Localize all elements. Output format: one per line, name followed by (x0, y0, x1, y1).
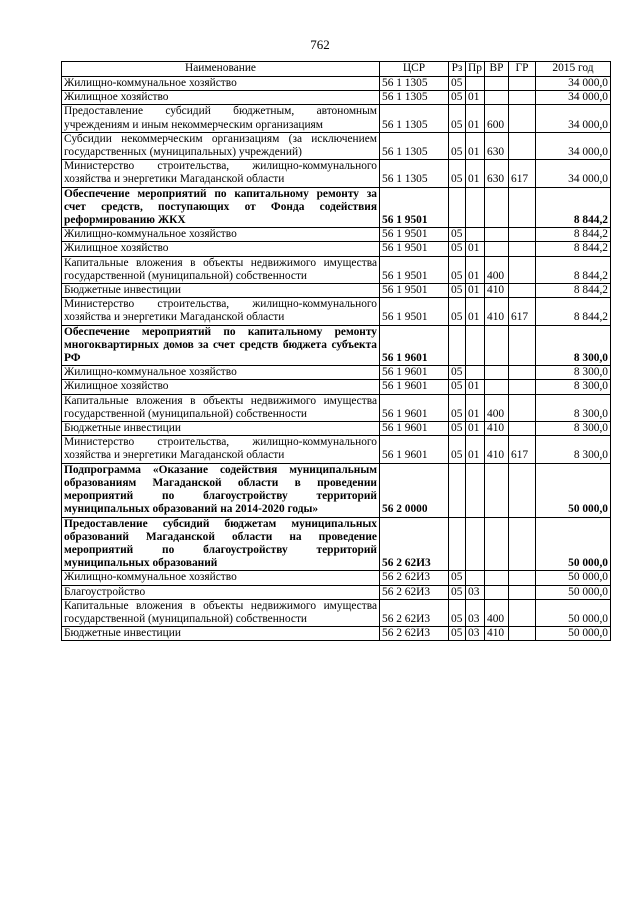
cell-rz: 05 (449, 627, 466, 641)
header-name: Наименование (62, 62, 380, 77)
cell-csr: 56 1 9601 (380, 366, 449, 380)
cell-vr (485, 228, 509, 242)
cell-pr (466, 187, 485, 228)
cell-csr: 56 1 1305 (380, 91, 449, 105)
cell-gr (509, 366, 536, 380)
cell-amount: 8 844,2 (536, 284, 611, 298)
header-pr: Пр (466, 62, 485, 77)
cell-pr: 01 (466, 242, 485, 256)
cell-amount: 34 000,0 (536, 105, 611, 132)
table-row (62, 105, 611, 132)
cell-name: Обеспечение мероприятий по капитальному ремонту многоквартирных домов за счет средств бюджета субъекта РФ (62, 325, 380, 366)
table-row (62, 256, 611, 283)
cell-amount: 8 844,2 (536, 242, 611, 256)
cell-name: Подпрограмма «Оказание содействия муниципальным образованиям Магаданской области в проведении мероприятий по благоустройству территорий муниципальных образований на 2014-2020 годы» (62, 463, 380, 517)
table-row (62, 599, 611, 626)
cell-csr: 56 2 62И3 (380, 585, 449, 599)
cell-rz: 05 (449, 242, 466, 256)
cell-gr (509, 325, 536, 366)
cell-rz: 05 (449, 380, 466, 394)
cell-name: Предоставление субсидий бюджетам муниципальных образований Магаданской области на проведение мероприятий по благоустройству территорий муниципальных образований (62, 517, 380, 571)
header-vr: ВР (485, 62, 509, 77)
cell-rz (449, 463, 466, 517)
cell-name: Бюджетные инвестиции (62, 627, 380, 641)
cell-csr: 56 2 62И3 (380, 517, 449, 571)
cell-vr: 630 (485, 160, 509, 187)
cell-pr: 01 (466, 436, 485, 463)
cell-amount: 8 300,0 (536, 436, 611, 463)
cell-rz: 05 (449, 91, 466, 105)
cell-gr (509, 463, 536, 517)
table-row (62, 284, 611, 298)
cell-csr: 56 2 0000 (380, 463, 449, 517)
cell-csr: 56 1 1305 (380, 105, 449, 132)
cell-csr: 56 1 1305 (380, 160, 449, 187)
table-row (62, 187, 611, 228)
table-body (62, 77, 611, 641)
cell-name: Жилищно-коммунальное хозяйство (62, 366, 380, 380)
cell-gr (509, 228, 536, 242)
cell-rz: 05 (449, 228, 466, 242)
cell-gr (509, 422, 536, 436)
cell-vr: 600 (485, 105, 509, 132)
table-row (62, 132, 611, 159)
page-number: 762 (310, 37, 330, 52)
cell-name: Жилищное хозяйство (62, 91, 380, 105)
cell-pr (466, 571, 485, 585)
table-row (62, 91, 611, 105)
cell-vr (485, 517, 509, 571)
cell-amount: 34 000,0 (536, 160, 611, 187)
cell-csr: 56 1 9501 (380, 228, 449, 242)
cell-name: Обеспечение мероприятий по капитальному ремонту за счет средств, поступающих от Фонда содействия реформированию ЖКХ (62, 187, 380, 228)
cell-vr (485, 585, 509, 599)
cell-rz: 05 (449, 77, 466, 91)
table-row (62, 366, 611, 380)
cell-rz: 05 (449, 599, 466, 626)
table-row (62, 517, 611, 571)
cell-rz: 05 (449, 284, 466, 298)
cell-name: Жилищно-коммунальное хозяйство (62, 228, 380, 242)
cell-gr (509, 77, 536, 91)
table-row (62, 585, 611, 599)
cell-gr (509, 394, 536, 421)
table-row (62, 298, 611, 325)
cell-vr: 400 (485, 599, 509, 626)
cell-pr: 01 (466, 160, 485, 187)
cell-pr (466, 517, 485, 571)
cell-pr: 01 (466, 91, 485, 105)
cell-gr (509, 380, 536, 394)
cell-vr: 410 (485, 422, 509, 436)
cell-gr (509, 132, 536, 159)
cell-amount: 50 000,0 (536, 585, 611, 599)
cell-amount: 50 000,0 (536, 517, 611, 571)
cell-pr (466, 366, 485, 380)
cell-vr: 410 (485, 284, 509, 298)
cell-pr: 01 (466, 380, 485, 394)
cell-vr (485, 325, 509, 366)
cell-name: Субсидии некоммерческим организациям (за исключением государственных (муниципальных) учреждений) (62, 132, 380, 159)
cell-amount: 8 300,0 (536, 380, 611, 394)
cell-csr: 56 2 62И3 (380, 627, 449, 641)
cell-vr (485, 366, 509, 380)
cell-amount: 50 000,0 (536, 463, 611, 517)
cell-vr: 410 (485, 298, 509, 325)
cell-vr: 400 (485, 256, 509, 283)
cell-rz: 05 (449, 105, 466, 132)
table-row (62, 325, 611, 366)
cell-vr (485, 571, 509, 585)
cell-pr (466, 463, 485, 517)
table-row (62, 394, 611, 421)
cell-gr (509, 627, 536, 641)
cell-name: Министерство строительства, жилищно-коммунального хозяйства и энергетики Магаданской области (62, 298, 380, 325)
cell-csr: 56 1 9501 (380, 256, 449, 283)
table-row (62, 463, 611, 517)
table-row (62, 422, 611, 436)
cell-vr (485, 380, 509, 394)
cell-name: Бюджетные инвестиции (62, 422, 380, 436)
cell-rz: 05 (449, 298, 466, 325)
cell-rz: 05 (449, 585, 466, 599)
cell-amount: 8 844,2 (536, 298, 611, 325)
cell-gr: 617 (509, 436, 536, 463)
cell-pr: 01 (466, 132, 485, 159)
cell-csr: 56 2 62И3 (380, 571, 449, 585)
cell-vr: 400 (485, 394, 509, 421)
cell-gr (509, 242, 536, 256)
table-row (62, 627, 611, 641)
cell-amount: 34 000,0 (536, 132, 611, 159)
cell-name: Жилищное хозяйство (62, 242, 380, 256)
cell-gr (509, 571, 536, 585)
cell-name: Капитальные вложения в объекты недвижимого имущества государственной (муниципальной) собственности (62, 599, 380, 626)
cell-gr (509, 585, 536, 599)
cell-csr: 56 1 9501 (380, 242, 449, 256)
cell-gr (509, 599, 536, 626)
cell-amount: 8 844,2 (536, 228, 611, 242)
table-row (62, 77, 611, 91)
cell-name: Жилищно-коммунальное хозяйство (62, 571, 380, 585)
cell-rz: 05 (449, 160, 466, 187)
cell-csr: 56 1 9501 (380, 284, 449, 298)
cell-csr: 56 1 9601 (380, 394, 449, 421)
cell-pr (466, 325, 485, 366)
cell-pr: 01 (466, 298, 485, 325)
cell-name: Капитальные вложения в объекты недвижимого имущества государственной (муниципальной) собственности (62, 394, 380, 421)
cell-rz (449, 325, 466, 366)
cell-name: Жилищное хозяйство (62, 380, 380, 394)
cell-name: Жилищно-коммунальное хозяйство (62, 77, 380, 91)
cell-gr: 617 (509, 160, 536, 187)
cell-csr: 56 1 1305 (380, 132, 449, 159)
cell-rz: 05 (449, 571, 466, 585)
cell-gr (509, 91, 536, 105)
cell-pr: 01 (466, 422, 485, 436)
cell-name: Бюджетные инвестиции (62, 284, 380, 298)
cell-rz (449, 187, 466, 228)
cell-amount: 8 300,0 (536, 366, 611, 380)
cell-pr: 01 (466, 256, 485, 283)
cell-name: Предоставление субсидий бюджетным, автономным учреждениям и иным некоммерческим организациям (62, 105, 380, 132)
cell-amount: 50 000,0 (536, 599, 611, 626)
table-header-row (62, 62, 611, 77)
header-year: 2015 год (536, 62, 611, 77)
cell-rz: 05 (449, 436, 466, 463)
cell-gr (509, 517, 536, 571)
cell-csr: 56 1 9601 (380, 436, 449, 463)
table-row (62, 242, 611, 256)
cell-name: Министерство строительства, жилищно-коммунального хозяйства и энергетики Магаданской области (62, 436, 380, 463)
cell-pr (466, 228, 485, 242)
cell-pr: 03 (466, 627, 485, 641)
cell-amount: 34 000,0 (536, 77, 611, 91)
cell-pr: 01 (466, 394, 485, 421)
cell-amount: 8 300,0 (536, 325, 611, 366)
cell-amount: 8 844,2 (536, 256, 611, 283)
table-row (62, 228, 611, 242)
cell-gr (509, 256, 536, 283)
cell-amount: 34 000,0 (536, 91, 611, 105)
header-rz: Рз (449, 62, 466, 77)
cell-rz: 05 (449, 256, 466, 283)
cell-vr (485, 187, 509, 228)
cell-gr (509, 105, 536, 132)
cell-rz: 05 (449, 132, 466, 159)
table-row (62, 571, 611, 585)
header-csr: ЦСР (380, 62, 449, 77)
cell-amount: 8 844,2 (536, 187, 611, 228)
cell-csr: 56 1 9501 (380, 298, 449, 325)
cell-vr (485, 242, 509, 256)
cell-pr: 01 (466, 284, 485, 298)
table-row (62, 436, 611, 463)
cell-vr (485, 463, 509, 517)
table-row (62, 380, 611, 394)
table-row (62, 160, 611, 187)
cell-csr: 56 2 62И3 (380, 599, 449, 626)
cell-gr (509, 187, 536, 228)
cell-vr: 630 (485, 132, 509, 159)
cell-pr: 03 (466, 599, 485, 626)
cell-rz: 05 (449, 422, 466, 436)
cell-vr (485, 91, 509, 105)
cell-gr (509, 284, 536, 298)
cell-csr: 56 1 9501 (380, 187, 449, 228)
cell-rz (449, 517, 466, 571)
cell-name: Капитальные вложения в объекты недвижимого имущества государственной (муниципальной) собственности (62, 256, 380, 283)
cell-rz: 05 (449, 394, 466, 421)
header-gr: ГР (509, 62, 536, 77)
cell-amount: 50 000,0 (536, 571, 611, 585)
cell-amount: 8 300,0 (536, 422, 611, 436)
cell-name: Благоустройство (62, 585, 380, 599)
cell-csr: 56 1 9601 (380, 380, 449, 394)
cell-csr: 56 1 9601 (380, 325, 449, 366)
cell-vr (485, 77, 509, 91)
cell-amount: 50 000,0 (536, 627, 611, 641)
cell-pr: 01 (466, 105, 485, 132)
cell-vr: 410 (485, 627, 509, 641)
cell-csr: 56 1 9601 (380, 422, 449, 436)
cell-pr: 03 (466, 585, 485, 599)
cell-amount: 8 300,0 (536, 394, 611, 421)
cell-pr (466, 77, 485, 91)
cell-vr: 410 (485, 436, 509, 463)
cell-rz: 05 (449, 366, 466, 380)
cell-csr: 56 1 1305 (380, 77, 449, 91)
cell-gr: 617 (509, 298, 536, 325)
budget-table (61, 61, 611, 641)
cell-name: Министерство строительства, жилищно-коммунального хозяйства и энергетики Магаданской области (62, 160, 380, 187)
